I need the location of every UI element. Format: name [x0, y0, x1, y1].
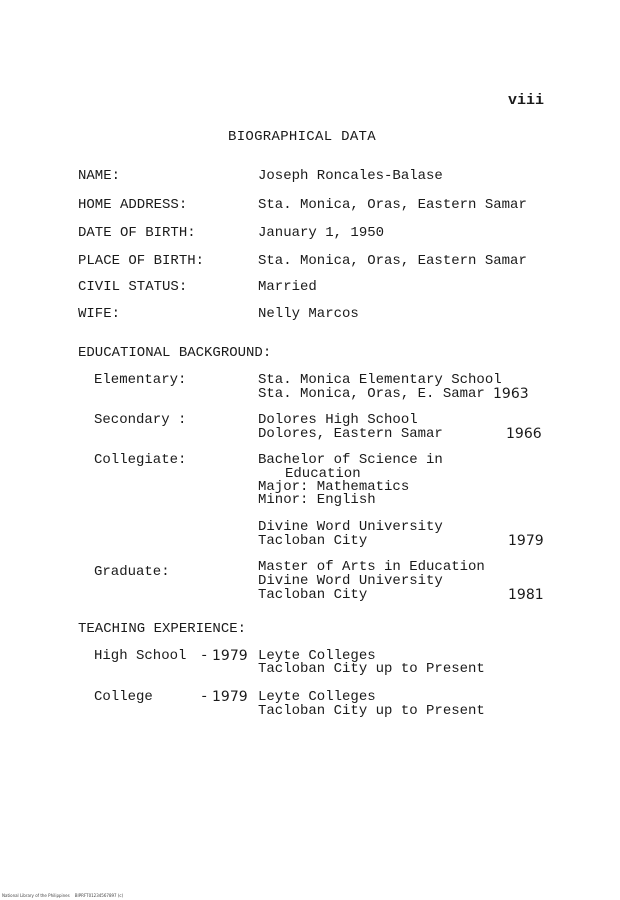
secondary-year: 1966	[506, 426, 542, 442]
graduate-degree: Master of Arts in Education	[258, 559, 485, 575]
name-label: NAME:	[78, 168, 121, 184]
collegiate-year: 1979	[508, 533, 544, 549]
elementary-label: Elementary:	[94, 372, 187, 388]
education-heading: EDUCATIONAL BACKGROUND:	[78, 345, 272, 361]
footer-watermark: National Library of the Philippines BIPRFT01234567897 (c)	[2, 893, 124, 898]
collegiate-degree: Bachelor of Science in	[258, 452, 443, 468]
graduate-city: Tacloban City	[258, 587, 368, 603]
elementary-year: 1963	[493, 386, 529, 402]
home-address-value: Sta. Monica, Oras, Eastern Samar	[258, 197, 527, 213]
high-school-dash: -	[200, 648, 209, 664]
high-school-location: Tacloban City up to Present	[258, 661, 485, 677]
college-location: Tacloban City up to Present	[258, 703, 485, 719]
elementary-address: Sta. Monica, Oras, E. Samar	[258, 386, 485, 402]
graduate-school: Divine Word University	[258, 573, 443, 589]
wife-value: Nelly Marcos	[258, 306, 359, 322]
secondary-school: Dolores High School	[258, 412, 418, 428]
collegiate-major: Major: Mathematics	[258, 479, 410, 495]
name-value: Joseph Roncales-Balase	[258, 168, 443, 184]
high-school-employer: Leyte Colleges	[258, 648, 376, 664]
page-title: BIOGRAPHICAL DATA	[228, 129, 376, 145]
secondary-label: Secondary :	[94, 412, 187, 428]
secondary-address: Dolores, Eastern Samar	[258, 426, 443, 442]
date-of-birth-value: January 1, 1950	[258, 225, 385, 241]
elementary-school: Sta. Monica Elementary School	[258, 372, 502, 388]
date-of-birth-label: DATE OF BIRTH:	[78, 225, 196, 241]
page-number: viii	[508, 92, 545, 109]
graduate-year: 1981	[508, 587, 544, 603]
collegiate-label: Collegiate:	[94, 452, 187, 468]
teaching-heading: TEACHING EXPERIENCE:	[78, 621, 247, 637]
wife-label: WIFE:	[78, 306, 121, 322]
high-school-year: 1979	[212, 648, 248, 664]
collegiate-school: Divine Word University	[258, 519, 443, 535]
graduate-label: Graduate:	[94, 564, 170, 580]
civil-status-value: Married	[258, 279, 317, 295]
home-address-label: HOME ADDRESS:	[78, 197, 188, 213]
civil-status-label: CIVIL STATUS:	[78, 279, 188, 295]
college-dash: -	[200, 689, 209, 705]
place-of-birth-value: Sta. Monica, Oras, Eastern Samar	[258, 253, 527, 269]
collegiate-degree-cont: Education	[285, 466, 361, 482]
collegiate-city: Tacloban City	[258, 533, 368, 549]
high-school-label: High School	[94, 648, 187, 664]
place-of-birth-label: PLACE OF BIRTH:	[78, 253, 205, 269]
college-employer: Leyte Colleges	[258, 689, 376, 705]
collegiate-minor: Minor: English	[258, 492, 376, 508]
college-year: 1979	[212, 689, 248, 705]
college-label: College	[94, 689, 153, 705]
